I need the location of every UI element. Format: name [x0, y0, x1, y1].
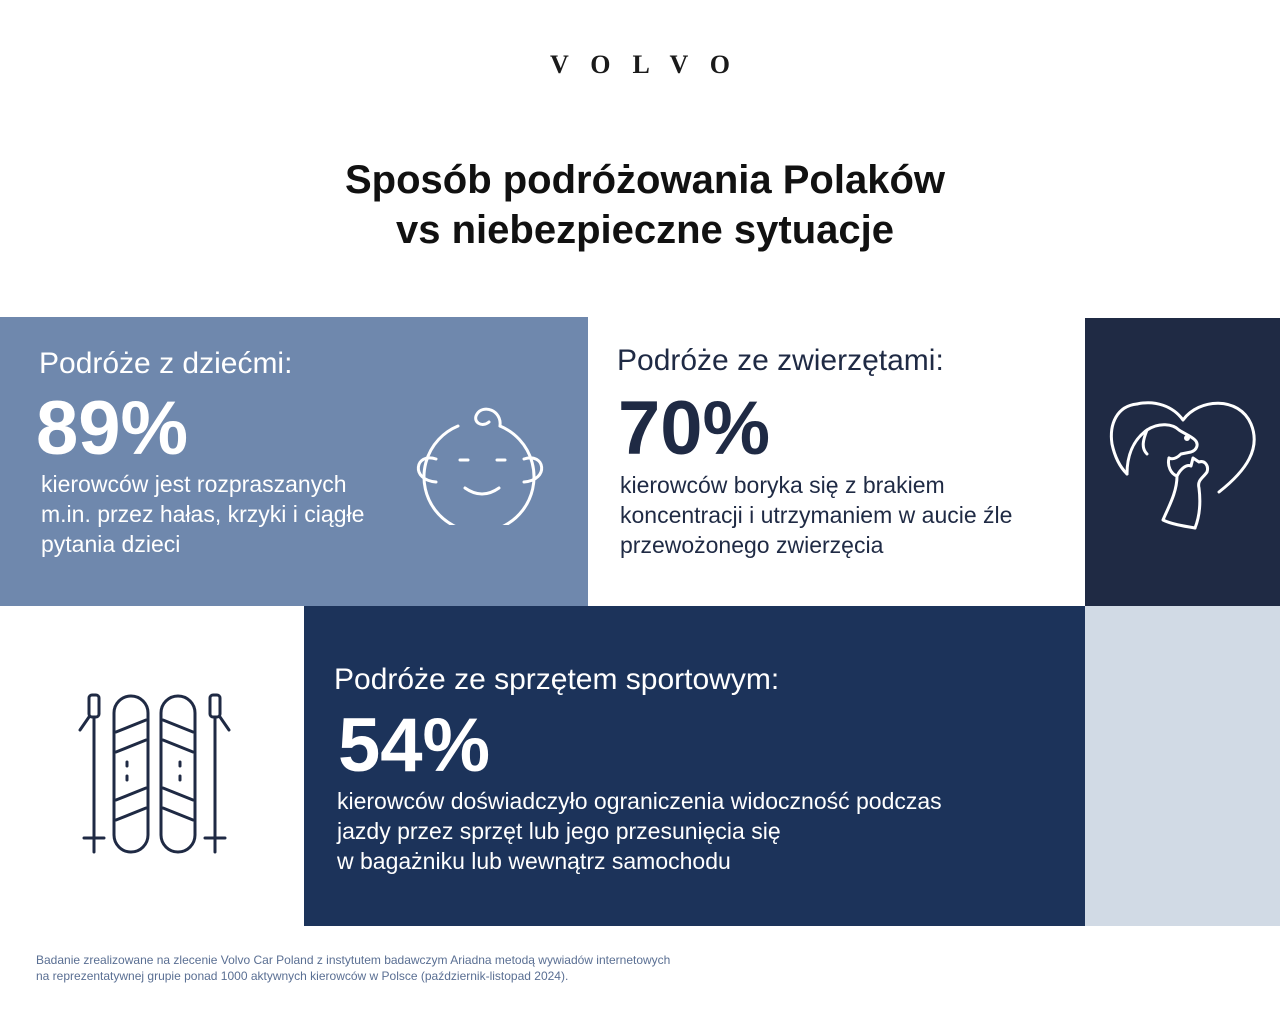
- pets-heart-icon: [1107, 396, 1259, 538]
- footnote-line-1: Badanie zrealizowane na zlecenie Volvo Car Poland z instytutem badawczym Ariadna metodą wywiadów internetowych: [36, 953, 671, 967]
- kids-description-line: kierowców jest rozpraszanych: [41, 471, 347, 497]
- pets-percent: 70%: [618, 386, 771, 471]
- pets-description: [620, 470, 1012, 560]
- footnote-line-2: na reprezentatywnej grupie ponad 1000 aktywnych kierowców w Polsce (październik-listopad 2024).: [36, 969, 569, 983]
- sport-panel: [304, 606, 1085, 926]
- pets-description-line: koncentracji i utrzymaniem w aucie źle: [620, 502, 1013, 528]
- sport-description-line: w bagażniku lub wewnątrz samochodu: [337, 848, 731, 874]
- sport-description-line: kierowców doświadczyło ograniczenia widoczność podczas: [337, 788, 942, 814]
- baby-face-icon: [405, 400, 560, 525]
- kids-description: [41, 469, 364, 559]
- skis-icon: [72, 692, 237, 857]
- kids-heading: Podróże z dziećmi:: [39, 347, 293, 380]
- pets-panel: [588, 317, 1085, 606]
- skis-panel: [0, 606, 304, 926]
- pets-icon-panel: [1085, 318, 1280, 606]
- pets-description-line: przewożonego zwierzęcia: [620, 532, 884, 558]
- sport-percent: 54%: [338, 703, 491, 788]
- sport-description-line: jazdy przez sprzęt lub jego przesunięcia się: [337, 818, 781, 844]
- accent-panel: [1085, 606, 1280, 926]
- page-title-line-2: vs niebezpieczne sytuacje: [395, 208, 894, 252]
- page-title-line-1: Sposób podróżowania Polaków: [344, 158, 946, 202]
- kids-panel: [0, 317, 588, 606]
- survey-footnote: [36, 952, 670, 984]
- kids-description-line: pytania dzieci: [41, 531, 181, 557]
- page-title: [0, 155, 1280, 255]
- volvo-logo: VOLVO: [550, 50, 752, 79]
- kids-percent: 89%: [36, 386, 189, 471]
- pets-heading: Podróże ze zwierzętami:: [617, 344, 944, 377]
- kids-description-line: m.in. przez hałas, krzyki i ciągłe: [41, 501, 365, 527]
- sport-heading: Podróże ze sprzętem sportowym:: [334, 663, 780, 696]
- sport-description: [337, 786, 942, 876]
- pets-description-line: kierowców boryka się z brakiem: [620, 472, 945, 498]
